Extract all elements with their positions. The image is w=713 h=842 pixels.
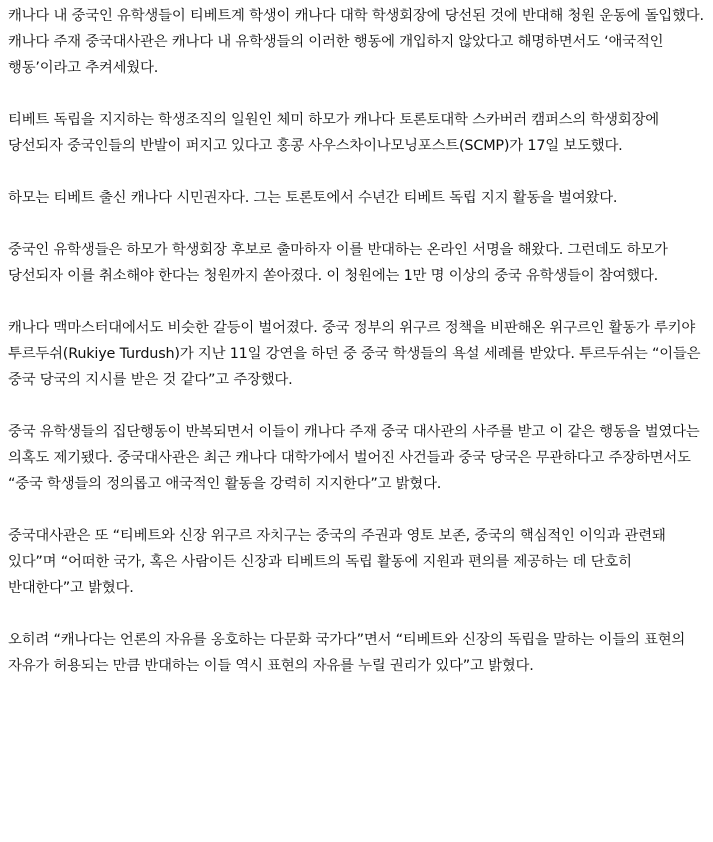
article-paragraph: 중국 유학생들의 집단행동이 반복되면서 이들이 캐나다 주재 중국 대사관의 사주를 받고 이 같은 행동을 벌였다는 의혹도 제기됐다. 중국대사관은 최근 캐나다 대학가에서 벌어진 사건들과 중국 당국은 무관하다고 주장하면서도 “중국 학생들의 정의롭고 애국적인 활동을 강력히 지지한다”고 밝혔다. <box>8 424 700 492</box>
article-paragraph: 중국대사관은 또 “티베트와 신장 위구르 자치구는 중국의 주권과 영토 보존, 중국의 핵심적인 이익과 관련돼 있다”며 “어떠한 국가, 혹은 사람이든 신장과 티베트의 독립 활동에 지원과 편의를 제공하는 데 단호히 반대한다”고 밝혔다. <box>8 528 666 596</box>
article-paragraph: 오히려 “캐나다는 언론의 자유를 옹호하는 다문화 국가다”면서 “티베트와 신장의 독립을 말하는 이들의 표현의 자유가 허용되는 만큼 반대하는 이들 역시 표현의 자유를 누릴 권리가 있다”고 밝혔다. <box>8 632 686 674</box>
article-paragraph: 중국인 유학생들은 하모가 학생회장 후보로 출마하자 이를 반대하는 온라인 서명을 해왔다. 그런데도 하모가 당선되자 이를 취소해야 한다는 청원까지 쏟아졌다. 이 청원에는 1만 명 이상의 중국 유학생들이 참여했다. <box>8 242 668 284</box>
article-paragraph: 캐나다 내 중국인 유학생들이 티베트계 학생이 캐나다 대학 학생회장에 당선된 것에 반대해 청원 운동에 돌입했다. 캐나다 주재 중국대사관은 캐나다 내 유학생들의 이러한 행동에 개입하지 않았다고 해명하면서도 ‘애국적인 행동’이라고 추켜세웠다. <box>8 8 704 76</box>
article-paragraph: 티베트 독립을 지지하는 학생조직의 일원인 체미 하모가 캐나다 토론토대학 스카버러 캠퍼스의 학생회장에 당선되자 중국인들의 반발이 퍼지고 있다고 홍콩 사우스차이나모닝포스트(SCMP)가 17일 보도했다. <box>8 112 659 154</box>
article-paragraph: 캐나다 맥마스터대에서도 비슷한 갈등이 벌어졌다. 중국 정부의 위구르 정책을 비판해온 위구르인 활동가 루키야 투르두쉬(Rukiye Turdush)가 지난 11일 강연을 하던 중 중국 학생들의 욕설 세례를 받았다. 투르두쉬는 “이들은 중국 당국의 지시를 받은 것 같다”고 주장했다. <box>8 320 701 388</box>
article-body <box>0 3 713 679</box>
article-paragraph: 하모는 티베트 출신 캐나다 시민권자다. 그는 토론토에서 수년간 티베트 독립 지지 활동을 벌여왔다. <box>8 190 618 206</box>
